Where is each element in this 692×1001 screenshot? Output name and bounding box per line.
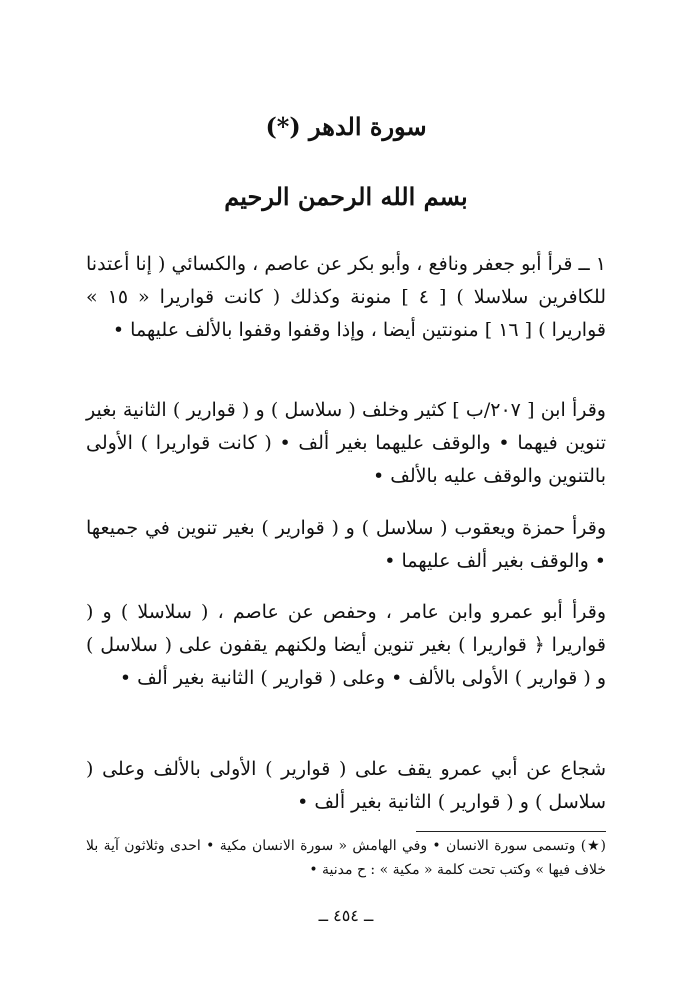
footnote-divider bbox=[416, 831, 606, 832]
page-number: ــ ٤٥٤ ــ bbox=[318, 906, 374, 925]
basmala: بسم الله الرحمن الرحيم bbox=[224, 182, 468, 211]
footnote: (★) وتسمى سورة الانسان • وفي الهامش « سورة الانسان مكية • احدى وثلاثون آية بلا خلاف فيها » وكتب تحت كلمة « مكية » : ح مدنية • bbox=[86, 838, 606, 878]
paragraph-1: ١ ــ قرأ أبو جعفر ونافع ، وأبو بكر عن عاصم ، والكسائي ( إنا أعتدنا للكافرين سلاسلا ) [ ٤ ] منونة وكذلك ( كانت قواريرا « ١٥ » قواريرا ) [ ١٦ ] منونتين أيضا ، وإذا وقفوا وقفوا بالألف عليهما • bbox=[86, 253, 606, 341]
paragraph-2: وقرأ ابن [ ٢٠٧/ب ] كثير وخلف ( سلاسل ) و ( قوارير ) الثانية بغير تنوين فيهما • والوقف عليهما بغير ألف • ( كانت قواريرا ) الأولى بالتنوين والوقف عليه بالألف • bbox=[86, 399, 606, 487]
paragraph-4: وقرأ أبو عمرو وابن عامر ، وحفص عن عاصم ، ( سلاسلا ) و ( قواريرا ﴿ قواريرا ) بغير تنوين أيضا ولكنهم يقفون على ( سلاسل ) و ( قوارير ) الأولى بالألف • وعلى ( قوارير ) الثانية بغير ألف • bbox=[86, 601, 606, 689]
paragraph-3: وقرأ حمزة ويعقوب ( سلاسل ) و ( قوارير ) بغير تنوين في جميعها • والوقف بغير ألف عليهما • bbox=[86, 517, 606, 572]
surah-title: سورة الدهر (*) bbox=[265, 112, 427, 141]
paragraph-5: شجاع عن أبي عمرو يقف على ( قوارير ) الأولى بالألف وعلى ( سلاسل ) و ( قوارير ) الثانية بغير ألف • bbox=[86, 758, 606, 813]
